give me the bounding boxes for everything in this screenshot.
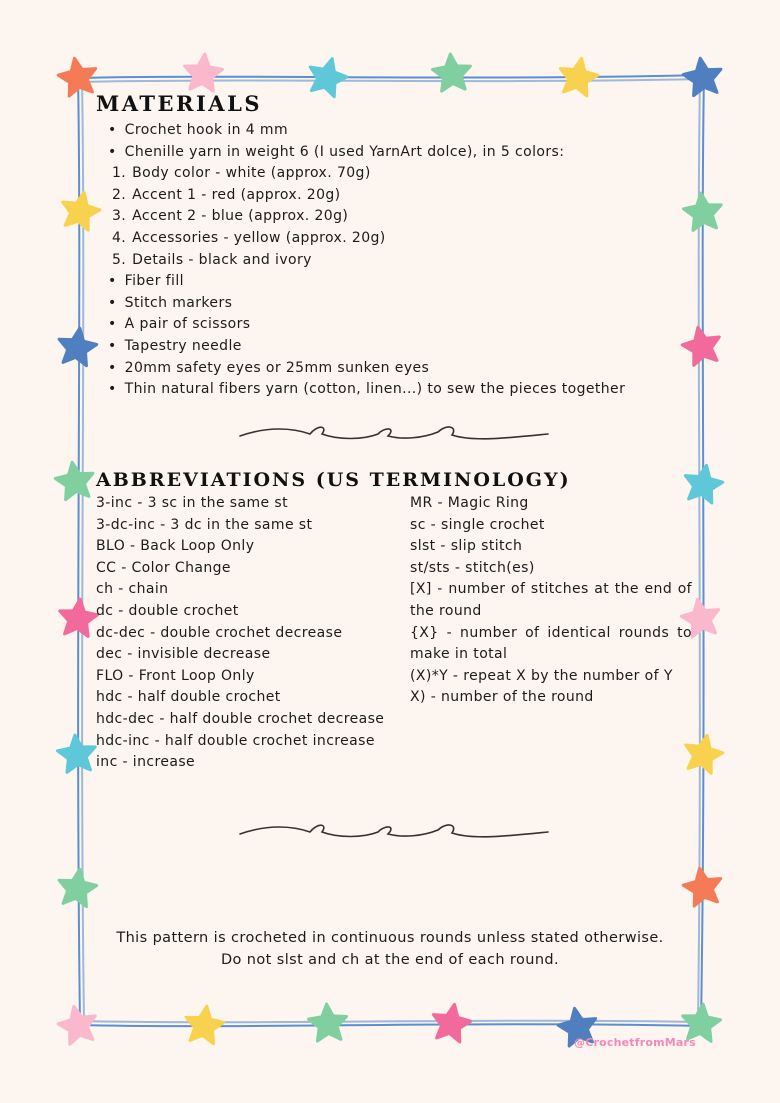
abbreviation-item: hdc-dec - half double crochet decrease <box>96 710 385 727</box>
abbreviation-item: inc - increase <box>96 754 196 771</box>
materials-list-item <box>96 379 696 401</box>
materials-heading: MATERIALS <box>96 91 263 116</box>
abbreviation-item: st/sts - stitch(es) <box>410 559 535 576</box>
swirl-divider-icon <box>238 818 550 844</box>
abbreviation-item: dc - double crochet <box>96 602 239 619</box>
star-icon <box>56 733 98 773</box>
abbreviation-item: hdc - half double crochet <box>96 689 281 706</box>
abbreviation-item: MR - Magic Ring <box>410 495 529 511</box>
item-text: Tapestry needle <box>124 337 242 354</box>
item-number: 4. <box>112 229 127 246</box>
abbreviation-item: {X} - number of identical rounds to make in total <box>410 624 692 663</box>
materials-list-item <box>96 293 696 315</box>
abbreviation-item: 3-inc - 3 sc in the same st <box>96 495 288 511</box>
item-text: Body color - white (approx. 70g) <box>132 165 371 182</box>
item-text: Chenille yarn in weight 6 (I used YarnArt dolce), in 5 colors: <box>124 143 565 160</box>
star-icon <box>56 867 99 908</box>
abbreviation-item: 3-dc-inc - 3 dc in the same st <box>96 516 313 533</box>
star-icon <box>308 1003 348 1042</box>
materials-list-item <box>96 120 696 142</box>
color-list-item <box>96 185 696 207</box>
star-icon <box>183 52 224 91</box>
abbreviation-item: hdc-inc - half double crochet increase <box>96 732 375 749</box>
abbreviation-item: ch - chain <box>96 581 169 598</box>
item-text: Fiber fill <box>124 273 184 290</box>
star-icon <box>183 1004 226 1045</box>
color-list-item <box>96 206 696 228</box>
abbreviation-item: dec - invisible decrease <box>96 646 271 663</box>
star-icon <box>681 865 725 907</box>
abbreviations-heading: ABBREVIATIONS (US TERMINOLOGY) <box>96 469 571 491</box>
star-icon <box>53 460 96 501</box>
abbreviation-item: dc-dec - double crochet decrease <box>96 624 343 641</box>
star-icon <box>681 731 726 774</box>
color-list-item <box>96 228 696 250</box>
item-text: Accessories - yellow (approx. 20g) <box>132 229 386 246</box>
item-number: 5. <box>112 251 127 268</box>
item-text: Accent 2 - blue (approx. 20g) <box>132 208 349 225</box>
item-text: Thin natural fibers yarn (cotton, linen...) to sew the pieces together <box>124 381 626 398</box>
star-icon <box>681 56 724 97</box>
abbreviation-item: FLO - Front Loop Only <box>96 667 255 684</box>
star-icon <box>431 52 472 91</box>
brand-handle: @CrochetfromMars <box>574 1036 696 1049</box>
abbreviation-item: (X)*Y - repeat X by the number of Y <box>410 667 673 684</box>
color-list-item <box>96 163 696 185</box>
materials-list-item <box>96 271 696 293</box>
item-text: Crochet hook in 4 mm <box>124 122 288 138</box>
abbreviation-item: X) - number of the round <box>410 689 594 706</box>
materials-list-item <box>96 358 696 380</box>
materials-list-item <box>96 314 696 336</box>
pattern-note-line-1: This pattern is crocheted in continuous rounds unless stated otherwise. <box>116 930 664 946</box>
item-number: 1. <box>112 165 127 182</box>
item-text: 20mm safety eyes or 25mm sunken eyes <box>124 359 430 376</box>
swirl-divider-icon <box>238 420 550 446</box>
abbreviation-item: BLO - Back Loop Only <box>96 538 255 555</box>
star-icon <box>429 1001 473 1043</box>
star-icon <box>556 55 600 97</box>
star-icon <box>55 1002 100 1045</box>
color-list-item <box>96 250 696 272</box>
item-text: A pair of scissors <box>124 316 251 333</box>
item-text: Details - black and ivory <box>132 251 312 268</box>
abbreviation-item: CC - Color Change <box>96 559 231 576</box>
star-icon <box>57 597 99 637</box>
star-icon <box>56 55 100 97</box>
item-number: 3. <box>112 208 127 225</box>
abbreviation-item: [X] - number of stitches at the end of the round <box>410 581 692 619</box>
materials-list-item <box>96 336 696 358</box>
star-icon <box>304 54 350 99</box>
item-text: Stitch markers <box>124 294 233 311</box>
item-number: 2. <box>112 186 127 203</box>
pattern-note-line-2: Do not slst and ch at the end of each round. <box>220 952 560 968</box>
materials-list <box>96 120 696 401</box>
abbreviations-right-column <box>410 493 692 709</box>
abbreviation-item: slst - slip stitch <box>410 538 523 555</box>
abbreviations-left-column <box>96 493 396 774</box>
star-icon <box>56 326 99 367</box>
abbreviation-item: sc - single crochet <box>410 516 545 533</box>
materials-list-item <box>96 142 696 164</box>
item-text: Accent 1 - red (approx. 20g) <box>132 186 341 203</box>
